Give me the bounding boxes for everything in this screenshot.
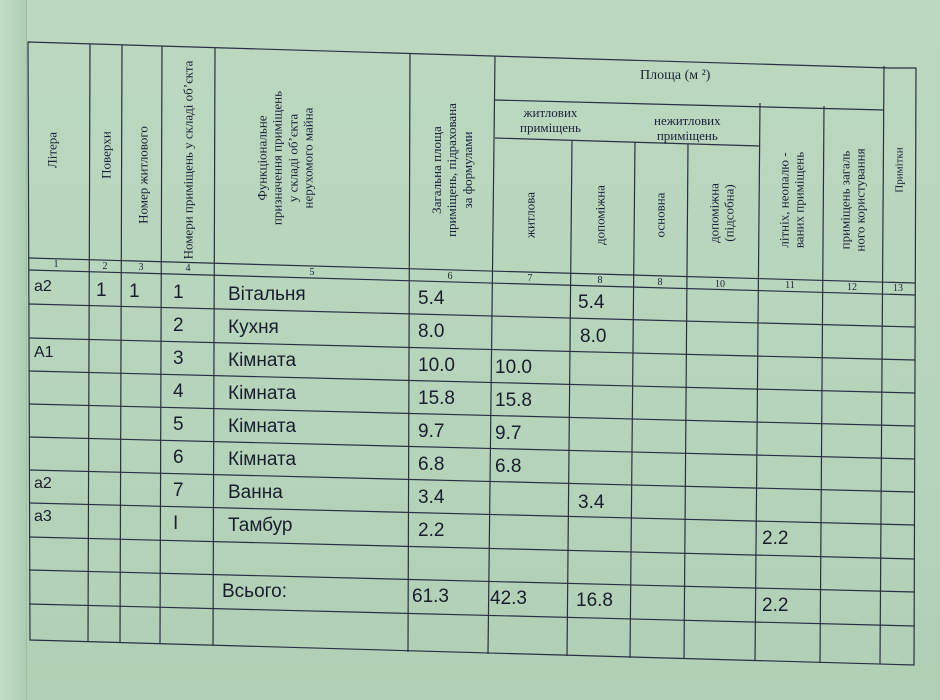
total-area-cell: 3.4 (418, 487, 445, 508)
column-number: 8 (657, 277, 663, 288)
total-area-cell: 10.0 (418, 355, 455, 376)
column-number: 11 (785, 280, 795, 291)
column-number: 12 (847, 282, 857, 293)
living-area-cell: 6.8 (495, 456, 522, 477)
purpose-cell: Вітальня (228, 284, 306, 305)
header-summer-rooms: літніх, неопалю - ваних приміщень (776, 151, 807, 249)
totals-auxiliary-area: 16.8 (576, 590, 613, 611)
header-floors: Поверхи (98, 131, 114, 179)
purpose-cell: Тамбур (228, 515, 293, 536)
apartment-cell: 1 (129, 281, 140, 302)
column-number: 3 (138, 262, 144, 273)
purpose-cell: Кімната (228, 383, 297, 404)
litera-cell: А1 (34, 344, 54, 361)
column-number: 8 (597, 275, 603, 286)
header-main: основна (652, 192, 668, 238)
room-number-cell: 7 (173, 480, 184, 501)
column-number: 1 (53, 259, 59, 270)
auxiliary-area-cell: 5.4 (578, 292, 605, 313)
total-area-cell: 2.2 (418, 520, 445, 541)
column-number: 5 (309, 267, 315, 278)
room-number-cell: 2 (173, 315, 184, 336)
column-number: 2 (102, 261, 108, 272)
purpose-cell: Ванна (228, 482, 283, 503)
total-area-cell: 6.8 (418, 454, 445, 475)
header-living-group: житлових приміщень (520, 105, 581, 135)
summer-area-cell: 2.2 (762, 528, 789, 549)
auxiliary-area-cell: 3.4 (578, 492, 605, 513)
floor-cell: 1 (96, 280, 107, 301)
room-number-cell: 5 (173, 414, 184, 435)
purpose-cell: Кімната (228, 416, 297, 437)
litera-cell: а2 (34, 278, 52, 295)
header-purpose: Функціональне призначення приміщень у складі об’єкта нерухомого майна (254, 90, 316, 226)
header-common-use: приміщень загаль ного користування (837, 148, 868, 252)
totals-total-area: 61.3 (412, 586, 449, 607)
living-area-cell: 9.7 (495, 423, 522, 444)
purpose-cell: Кухня (228, 317, 279, 338)
total-area-cell: 8.0 (418, 321, 445, 342)
total-area-cell: 15.8 (418, 388, 455, 409)
header-auxiliary-utility: допоміжна (підсобна) (706, 183, 737, 243)
room-number-cell: 3 (173, 348, 184, 369)
total-area-cell: 9.7 (418, 421, 445, 442)
room-number-cell: 4 (173, 381, 184, 402)
header-auxiliary: допоміжна (592, 185, 608, 245)
header-area-group: Площа (м ²) (640, 68, 711, 83)
header-room-numbers: Номери приміщень у складі об’єкта (180, 60, 196, 260)
room-number-cell: 6 (173, 447, 184, 468)
total-area-cell: 5.4 (418, 288, 445, 309)
purpose-cell: Кімната (228, 449, 297, 470)
column-number: 10 (715, 279, 725, 290)
totals-summer-area: 2.2 (762, 595, 789, 616)
header-litera: Літера (44, 131, 60, 169)
column-number: 6 (447, 271, 453, 282)
living-area-cell: 15.8 (495, 390, 532, 411)
header-notes: Примітки (893, 147, 906, 193)
room-number-cell: I (173, 513, 179, 534)
header-total-area: Загальна площа приміщень, підрахована за формулами (429, 103, 475, 237)
totals-label: Всього: (222, 581, 287, 602)
header-living: житлова (522, 191, 538, 239)
auxiliary-area-cell: 8.0 (580, 326, 607, 347)
totals-living-area: 42.3 (490, 588, 527, 609)
purpose-cell: Кімната (228, 350, 297, 371)
header-apartment-number: Номер житлового (135, 126, 151, 224)
column-number: 13 (893, 283, 903, 294)
litera-cell: а3 (34, 508, 52, 525)
litera-cell: а2 (34, 475, 52, 492)
column-number: 4 (185, 263, 191, 274)
room-number-cell: 1 (173, 282, 184, 303)
column-number: 7 (527, 273, 533, 284)
living-area-cell: 10.0 (495, 357, 532, 378)
header-nonliving-group: нежитлових приміщень (654, 113, 721, 143)
